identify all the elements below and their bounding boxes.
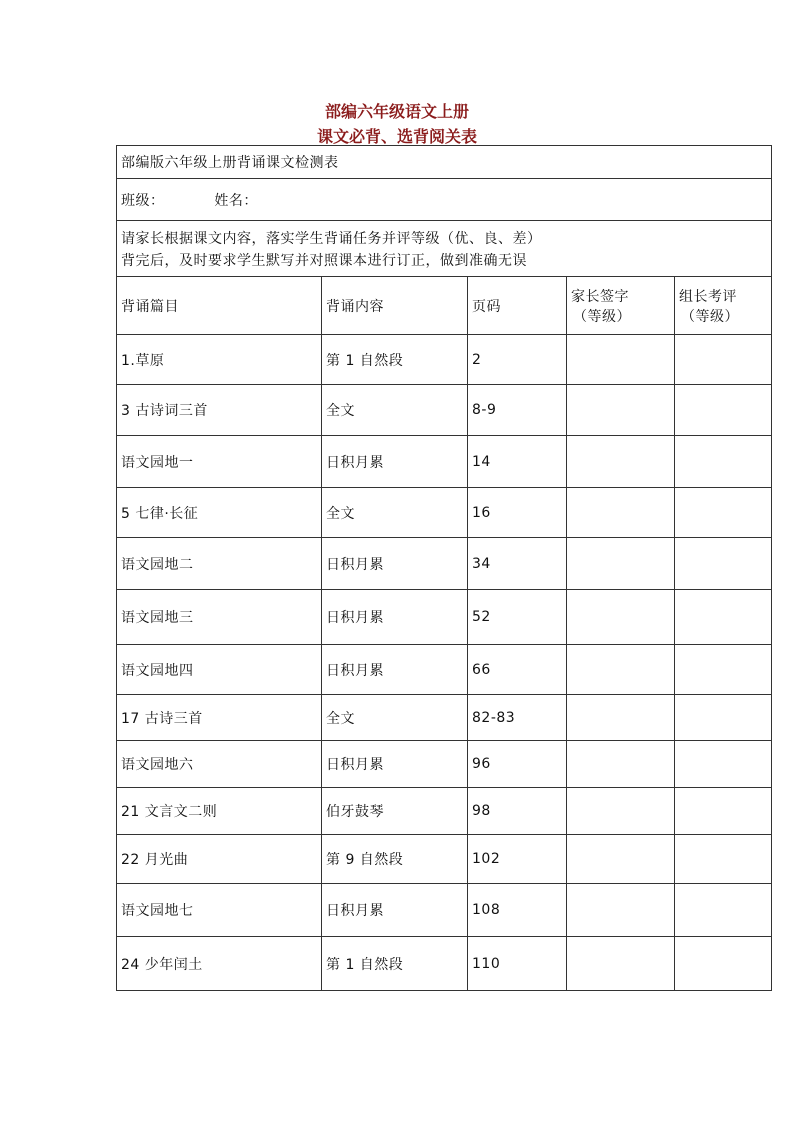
table-row	[117, 788, 772, 835]
row-page: 52	[468, 590, 567, 645]
parent-sign-cell[interactable]	[567, 335, 675, 385]
table-row	[117, 645, 772, 695]
leader-eval-cell[interactable]	[675, 788, 772, 835]
instructions	[117, 221, 772, 277]
table-row	[117, 590, 772, 645]
row-title: 1.草原	[117, 335, 322, 385]
parent-sign-cell[interactable]	[567, 741, 675, 788]
row-title: 语文园地七	[117, 884, 322, 937]
row-title: 语文园地三	[117, 590, 322, 645]
table-row	[117, 335, 772, 385]
row-content: 日积月累	[322, 645, 468, 695]
parent-sign-cell[interactable]	[567, 645, 675, 695]
row-content: 全文	[322, 695, 468, 741]
form-header: 部编版六年级上册背诵课文检测表	[117, 146, 772, 179]
row-title: 语文园地四	[117, 645, 322, 695]
parent-sign-cell[interactable]	[567, 884, 675, 937]
leader-eval-cell[interactable]	[675, 695, 772, 741]
leader-eval-cell[interactable]	[675, 538, 772, 590]
row-content: 第 9 自然段	[322, 835, 468, 884]
leader-eval-label: 组长考评	[679, 288, 737, 305]
column-header-title: 背诵篇目	[117, 277, 322, 335]
document-subtitle: 课文必背、选背阅关表	[316, 127, 477, 146]
instruction-line-1: 请家长根据课文内容，落实学生背诵任务并评等级（优、良、差）	[121, 230, 542, 247]
row-title: 21 文言文二则	[117, 788, 322, 835]
row-title: 17 古诗三首	[117, 695, 322, 741]
parent-sign-cell[interactable]	[567, 695, 675, 741]
instruction-line-2: 背完后，及时要求学生默写并对照课本进行订正，做到准确无误	[121, 252, 527, 269]
column-header-leader-eval	[675, 277, 772, 335]
row-page: 8-9	[468, 385, 567, 436]
parent-sign-cell[interactable]	[567, 436, 675, 488]
leader-eval-cell[interactable]	[675, 436, 772, 488]
row-page: 14	[468, 436, 567, 488]
class-label: 班级：	[121, 192, 165, 209]
parent-sign-cell[interactable]	[567, 788, 675, 835]
leader-eval-cell[interactable]	[675, 488, 772, 538]
column-header-parent-sign	[567, 277, 675, 335]
table-row	[117, 741, 772, 788]
row-content: 第 1 自然段	[322, 335, 468, 385]
row-content: 全文	[322, 488, 468, 538]
row-title: 语文园地二	[117, 538, 322, 590]
row-content: 日积月累	[322, 436, 468, 488]
leader-eval-cell[interactable]	[675, 741, 772, 788]
leader-eval-cell[interactable]	[675, 590, 772, 645]
row-title: 22 月光曲	[117, 835, 322, 884]
table-row	[117, 436, 772, 488]
parent-sign-cell[interactable]	[567, 488, 675, 538]
parent-sign-grade-label: （等级）	[573, 308, 631, 325]
leader-eval-cell[interactable]	[675, 385, 772, 436]
row-page: 110	[468, 937, 567, 991]
row-title: 语文园地六	[117, 741, 322, 788]
row-content: 全文	[322, 385, 468, 436]
row-content: 伯牙鼓琴	[322, 788, 468, 835]
row-page: 2	[468, 335, 567, 385]
name-label: 姓名：	[214, 192, 258, 209]
parent-sign-cell[interactable]	[567, 937, 675, 991]
table-row	[117, 937, 772, 991]
row-title: 5 七律·长征	[117, 488, 322, 538]
leader-eval-grade-label: （等级）	[681, 308, 739, 325]
table-row	[117, 385, 772, 436]
leader-eval-cell[interactable]	[675, 835, 772, 884]
row-page: 16	[468, 488, 567, 538]
document-title: 部编六年级语文上册	[324, 102, 469, 121]
row-page: 96	[468, 741, 567, 788]
row-content: 第 1 自然段	[322, 937, 468, 991]
row-content: 日积月累	[322, 741, 468, 788]
leader-eval-cell[interactable]	[675, 937, 772, 991]
row-page: 98	[468, 788, 567, 835]
parent-sign-cell[interactable]	[567, 590, 675, 645]
table-row	[117, 884, 772, 937]
row-title: 语文园地一	[117, 436, 322, 488]
row-content: 日积月累	[322, 538, 468, 590]
row-content: 日积月累	[322, 884, 468, 937]
leader-eval-cell[interactable]	[675, 884, 772, 937]
row-title: 3 古诗词三首	[117, 385, 322, 436]
row-page: 66	[468, 645, 567, 695]
table-row	[117, 488, 772, 538]
table-row	[117, 695, 772, 741]
parent-sign-cell[interactable]	[567, 835, 675, 884]
row-title: 24 少年闰土	[117, 937, 322, 991]
column-header-content: 背诵内容	[322, 277, 468, 335]
column-header-page: 页码	[468, 277, 567, 335]
row-page: 108	[468, 884, 567, 937]
row-content: 日积月累	[322, 590, 468, 645]
student-info-row	[117, 179, 772, 221]
parent-sign-cell[interactable]	[567, 385, 675, 436]
row-page: 102	[468, 835, 567, 884]
leader-eval-cell[interactable]	[675, 645, 772, 695]
table-row	[117, 538, 772, 590]
parent-sign-label: 家长签字	[571, 288, 629, 305]
table-row	[117, 835, 772, 884]
row-page: 34	[468, 538, 567, 590]
parent-sign-cell[interactable]	[567, 538, 675, 590]
leader-eval-cell[interactable]	[675, 335, 772, 385]
row-page: 82-83	[468, 695, 567, 741]
recitation-checklist-table	[116, 145, 772, 991]
